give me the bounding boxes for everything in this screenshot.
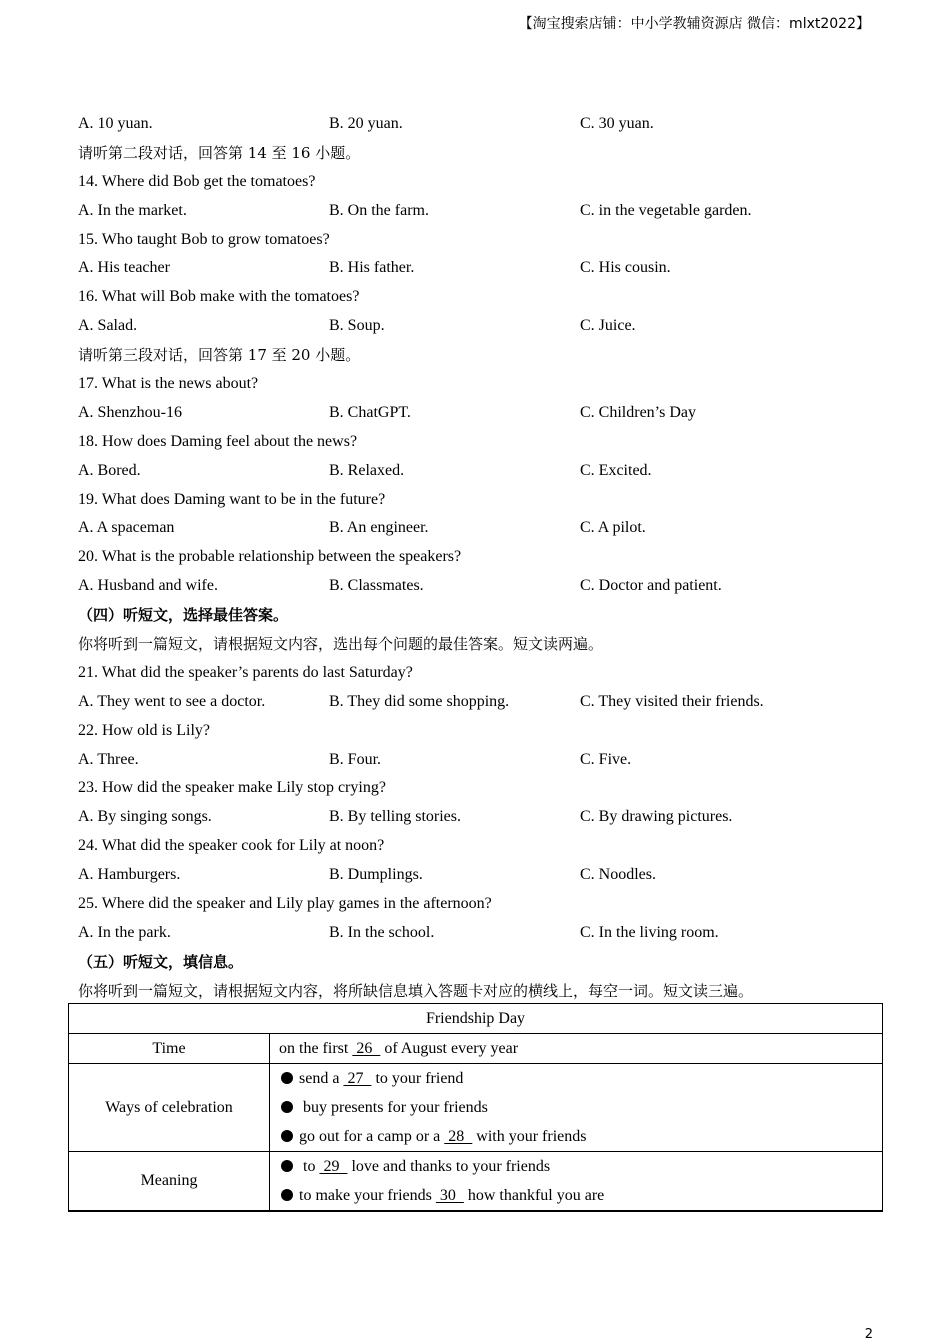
options-row (78, 572, 878, 601)
blank-29: 29 (319, 1158, 348, 1175)
ways-1-post: to your friend (371, 1070, 464, 1087)
options-row (78, 197, 878, 226)
options-row (78, 803, 878, 832)
option-b: B. Relaxed. (329, 461, 405, 479)
options-row (78, 746, 878, 775)
question-text: 16. What will Bob make with the tomatoes? (78, 288, 360, 306)
time-post: of August every year (380, 1040, 519, 1057)
bullet-icon (281, 1072, 293, 1084)
bullet-icon (281, 1130, 293, 1142)
ways-item-1 (279, 1064, 882, 1093)
ways-3-post: with your friends (472, 1128, 587, 1145)
option-b: B. Soup. (329, 317, 385, 335)
question-group-a (78, 168, 878, 341)
option-a: A. Hamburgers. (78, 866, 181, 884)
options-row (78, 399, 878, 428)
blank-30: 30 (435, 1187, 464, 1204)
table-title: Friendship Day (69, 1004, 883, 1034)
meaning-1-pre: to (299, 1158, 320, 1175)
option-c: C. Doctor and patient. (580, 577, 722, 595)
time-value (270, 1034, 883, 1064)
options-row (78, 254, 878, 283)
bullet-icon (281, 1160, 293, 1172)
option-c: C. Children’s Day (580, 403, 696, 421)
option-c: C. Five. (580, 750, 632, 768)
option-c: C. Excited. (580, 461, 652, 479)
option-a: A. In the park. (78, 923, 171, 941)
header-note: 【淘宝搜索店铺：中小学教辅资源店 微信：mlxt2022】 (518, 16, 870, 32)
ways-item-2 (279, 1093, 882, 1122)
ways-3-pre: go out for a camp or a (299, 1128, 445, 1145)
friendship-day-table (68, 1003, 883, 1212)
meaning-2-post: how thankful you are (463, 1187, 605, 1204)
ways-1-pre: send a (299, 1070, 344, 1087)
option-c: C. Noodles. (580, 866, 656, 884)
question-text: 19. What does Daming want to be in the future? (78, 490, 386, 508)
option-a: A. They went to see a doctor. (78, 692, 266, 710)
option-a: A. In the market. (78, 201, 187, 219)
option-c: C. 30 yuan. (580, 115, 654, 132)
option-c: C. His cousin. (580, 259, 671, 277)
question-text: 20. What is the probable relationship between the speakers? (78, 548, 462, 566)
question-text: 18. How does Daming feel about the news? (78, 432, 358, 450)
options-row (78, 919, 878, 948)
exam-content (78, 110, 878, 1006)
option-c: C. By drawing pictures. (580, 808, 733, 826)
ways-value (270, 1064, 883, 1152)
time-pre: on the first (279, 1040, 353, 1057)
options-row (78, 312, 878, 341)
question-text: 15. Who taught Bob to grow tomatoes? (78, 230, 330, 248)
option-a: A. Shenzhou-16 (78, 403, 182, 421)
ways-label: Ways of celebration (69, 1064, 270, 1152)
ways-item-3 (279, 1122, 882, 1151)
meaning-item-2 (279, 1181, 882, 1210)
option-b: B. Dumplings. (329, 866, 423, 884)
question-text: 17. What is the news about? (78, 375, 259, 393)
section-4-instruction: 你将听到一篇短文，请根据短文内容，选出每个问题的最佳答案。短文读两遍。 (78, 635, 604, 654)
blank-27: 27 (343, 1070, 372, 1087)
meaning-label: Meaning (69, 1152, 270, 1212)
ways-2: buy presents for your friends (299, 1099, 488, 1116)
option-a: A. A spaceman (78, 519, 175, 537)
option-b: B. In the school. (329, 923, 435, 941)
blank-28: 28 (444, 1128, 473, 1145)
option-b: B. They did some shopping. (329, 692, 510, 710)
option-a: A. 10 yuan. (78, 115, 153, 132)
meaning-2-pre: to make your friends (299, 1187, 436, 1204)
section-4-title: （四）听短文，选择最佳答案。 (78, 606, 289, 625)
option-a: A. His teacher (78, 259, 170, 277)
option-c: C. Juice. (580, 317, 636, 335)
page-number: 2 (864, 1327, 873, 1342)
options-row-q13 (78, 110, 878, 139)
question-text: 23. How did the speaker make Lily stop crying? (78, 779, 386, 797)
option-b: B. An engineer. (329, 519, 429, 537)
bullet-icon (281, 1189, 293, 1201)
option-b: B. 20 yuan. (329, 115, 403, 132)
option-c: C. A pilot. (580, 519, 646, 537)
option-c: C. They visited their friends. (580, 692, 764, 710)
question-group-b (78, 370, 878, 601)
instruction-dialogue-2: 请听第二段对话，回答第 14 至 16 小题。 (78, 143, 361, 162)
options-row (78, 861, 878, 890)
option-a: A. Bored. (78, 461, 141, 479)
section-5-title: （五）听短文，填信息。 (78, 952, 244, 971)
question-text: 24. What did the speaker cook for Lily at noon? (78, 837, 385, 855)
option-a: A. Husband and wife. (78, 577, 218, 595)
time-label: Time (69, 1034, 270, 1064)
meaning-value (270, 1152, 883, 1212)
question-group-c (78, 659, 878, 948)
blank-26: 26 (352, 1040, 381, 1057)
question-text: 21. What did the speaker’s parents do last Saturday? (78, 663, 413, 681)
option-b: B. By telling stories. (329, 808, 461, 826)
question-text: 14. Where did Bob get the tomatoes? (78, 172, 316, 190)
meaning-1-post: love and thanks to your friends (347, 1158, 551, 1175)
meaning-item-1 (279, 1152, 882, 1181)
bullet-icon (281, 1101, 293, 1113)
option-b: B. Classmates. (329, 577, 424, 595)
section-5-instruction: 你将听到一篇短文，请根据短文内容，将所缺信息填入答题卡对应的横线上，每空一词。短文读三遍。 (78, 981, 754, 1000)
option-b: B. Four. (329, 750, 382, 768)
option-b: B. On the farm. (329, 201, 429, 219)
option-b: B. ChatGPT. (329, 403, 411, 421)
question-text: 25. Where did the speaker and Lily play games in the afternoon? (78, 895, 492, 913)
option-a: A. Salad. (78, 317, 138, 335)
option-b: B. His father. (329, 259, 415, 277)
options-row (78, 457, 878, 486)
option-a: A. By singing songs. (78, 808, 212, 826)
options-row (78, 514, 878, 543)
option-c: C. in the vegetable garden. (580, 201, 752, 219)
instruction-dialogue-3: 请听第三段对话，回答第 17 至 20 小题。 (78, 346, 361, 365)
options-row (78, 688, 878, 717)
option-c: C. In the living room. (580, 923, 719, 941)
option-a: A. Three. (78, 750, 139, 768)
question-text: 22. How old is Lily? (78, 721, 210, 739)
